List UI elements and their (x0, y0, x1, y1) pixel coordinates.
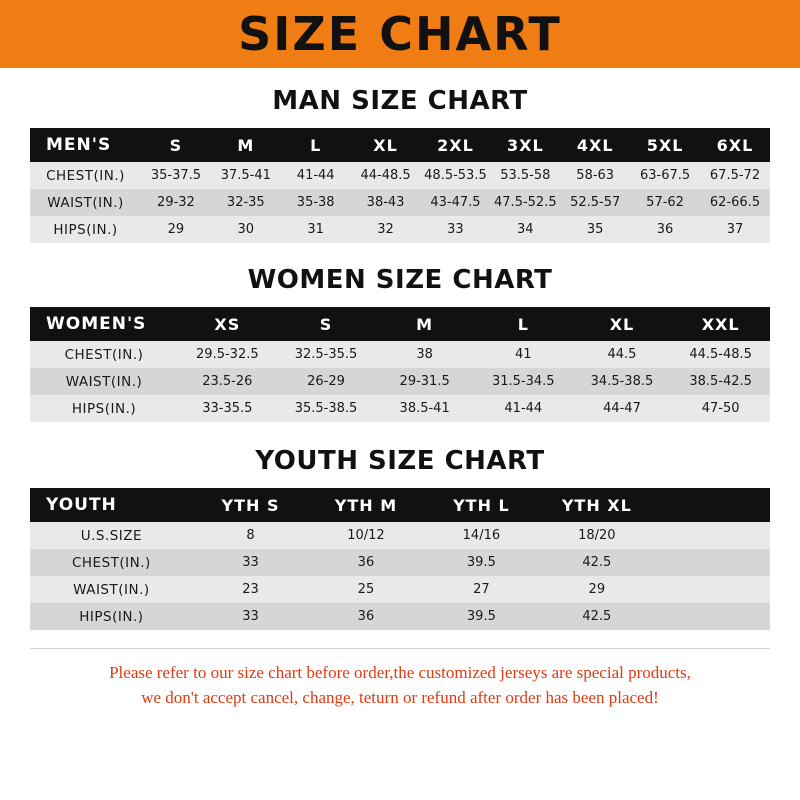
footer-disclaimer (30, 648, 770, 710)
table-cell: 41 (474, 341, 573, 368)
table-cell: 44-48.5 (351, 162, 421, 189)
table-cell: 31.5-34.5 (474, 368, 573, 395)
column-header: YTH XL (539, 488, 654, 522)
table-cell: 62-66.5 (700, 189, 770, 216)
table-cell: 33 (421, 216, 491, 243)
table-row (30, 576, 770, 603)
table-cell-empty (655, 549, 770, 576)
table-row (30, 368, 770, 395)
table-cell: 35 (560, 216, 630, 243)
table-cell: 34 (490, 216, 560, 243)
table-cell: 38.5-42.5 (671, 368, 770, 395)
table-cell: 44.5-48.5 (671, 341, 770, 368)
column-header: WOMEN'S (30, 307, 178, 341)
row-label: WAIST(IN.) (30, 368, 178, 395)
table-cell: 32-35 (211, 189, 281, 216)
page-title: SIZE CHART (238, 7, 562, 61)
column-header: 2XL (421, 128, 491, 162)
section-man (30, 86, 770, 243)
table-cell: 10/12 (308, 522, 423, 549)
column-header: XS (178, 307, 277, 341)
table-cell-empty (655, 576, 770, 603)
table-row (30, 549, 770, 576)
table-man-size (30, 128, 770, 243)
table-row (30, 522, 770, 549)
row-label: U.S.SIZE (30, 522, 193, 549)
column-header: L (474, 307, 573, 341)
table-youth-size (30, 488, 770, 630)
column-header: 6XL (700, 128, 770, 162)
table-cell: 52.5-57 (560, 189, 630, 216)
table-header-row (30, 307, 770, 341)
column-header: YTH S (193, 488, 308, 522)
table-header-row (30, 488, 770, 522)
column-header: S (277, 307, 376, 341)
table-cell: 27 (424, 576, 539, 603)
table-cell: 63-67.5 (630, 162, 700, 189)
row-label: HIPS(IN.) (30, 395, 178, 422)
column-header: XL (573, 307, 672, 341)
table-cell: 34.5-38.5 (573, 368, 672, 395)
table-cell: 37 (700, 216, 770, 243)
section-title-youth: YOUTH SIZE CHART (255, 446, 545, 476)
table-cell: 29 (141, 216, 211, 243)
column-header: XXL (671, 307, 770, 341)
table-cell: 29.5-32.5 (178, 341, 277, 368)
table-cell: 8 (193, 522, 308, 549)
column-header: YOUTH (30, 488, 193, 522)
table-row (30, 162, 770, 189)
table-cell: 37.5-41 (211, 162, 281, 189)
table-cell: 44.5 (573, 341, 672, 368)
table-cell: 39.5 (424, 549, 539, 576)
section-title-man: MAN SIZE CHART (272, 86, 528, 116)
table-cell: 26-29 (277, 368, 376, 395)
table-cell: 36 (308, 603, 423, 630)
table-cell: 42.5 (539, 603, 654, 630)
table-cell-empty (655, 603, 770, 630)
column-header: L (281, 128, 351, 162)
table-row (30, 341, 770, 368)
row-label: HIPS(IN.) (30, 216, 141, 243)
table-cell: 41-44 (281, 162, 351, 189)
table-row (30, 216, 770, 243)
table-row (30, 395, 770, 422)
table-cell: 29 (539, 576, 654, 603)
row-label: WAIST(IN.) (30, 189, 141, 216)
table-cell: 33-35.5 (178, 395, 277, 422)
section-youth (30, 446, 770, 630)
table-cell: 53.5-58 (490, 162, 560, 189)
footer-line-1: Please refer to our size chart before order,the customized jerseys are special products, (109, 663, 691, 682)
table-cell: 36 (308, 549, 423, 576)
row-label: CHEST(IN.) (30, 549, 193, 576)
table-cell: 29-32 (141, 189, 211, 216)
table-cell: 39.5 (424, 603, 539, 630)
column-header: 3XL (490, 128, 560, 162)
table-cell: 29-31.5 (375, 368, 474, 395)
table-cell: 32.5-35.5 (277, 341, 376, 368)
column-header: M (211, 128, 281, 162)
row-label: HIPS(IN.) (30, 603, 193, 630)
table-header-row (30, 128, 770, 162)
row-label: CHEST(IN.) (30, 162, 141, 189)
footer-line-2: we don't accept cancel, change, teturn or refund after order has been placed! (141, 687, 659, 707)
section-women (30, 265, 770, 422)
table-cell: 23.5-26 (178, 368, 277, 395)
column-header: M (375, 307, 474, 341)
table-cell: 23 (193, 576, 308, 603)
table-cell: 42.5 (539, 549, 654, 576)
table-cell: 58-63 (560, 162, 630, 189)
table-cell: 41-44 (474, 395, 573, 422)
table-cell: 36 (630, 216, 700, 243)
table-cell: 48.5-53.5 (421, 162, 491, 189)
column-header: S (141, 128, 211, 162)
table-cell: 67.5-72 (700, 162, 770, 189)
table-cell: 35-38 (281, 189, 351, 216)
chart-content (0, 86, 800, 710)
column-header: XL (351, 128, 421, 162)
table-cell: 57-62 (630, 189, 700, 216)
table-cell: 44-47 (573, 395, 672, 422)
table-women-size (30, 307, 770, 422)
column-header: YTH M (308, 488, 423, 522)
column-header-spacer (655, 488, 770, 522)
table-cell: 38-43 (351, 189, 421, 216)
table-row (30, 603, 770, 630)
row-label: CHEST(IN.) (30, 341, 178, 368)
table-cell: 31 (281, 216, 351, 243)
table-cell: 30 (211, 216, 281, 243)
table-cell: 25 (308, 576, 423, 603)
table-cell: 32 (351, 216, 421, 243)
table-cell: 33 (193, 549, 308, 576)
column-header: 4XL (560, 128, 630, 162)
table-cell: 47.5-52.5 (490, 189, 560, 216)
table-cell: 38 (375, 341, 474, 368)
column-header: 5XL (630, 128, 700, 162)
table-cell: 35-37.5 (141, 162, 211, 189)
table-cell: 43-47.5 (421, 189, 491, 216)
section-title-women: WOMEN SIZE CHART (247, 265, 553, 295)
column-header: YTH L (424, 488, 539, 522)
page-banner (0, 0, 800, 68)
table-cell: 33 (193, 603, 308, 630)
table-cell-empty (655, 522, 770, 549)
table-cell: 14/16 (424, 522, 539, 549)
table-cell: 18/20 (539, 522, 654, 549)
table-cell: 38.5-41 (375, 395, 474, 422)
table-cell: 47-50 (671, 395, 770, 422)
row-label: WAIST(IN.) (30, 576, 193, 603)
table-cell: 35.5-38.5 (277, 395, 376, 422)
column-header: MEN'S (30, 128, 141, 162)
table-row (30, 189, 770, 216)
